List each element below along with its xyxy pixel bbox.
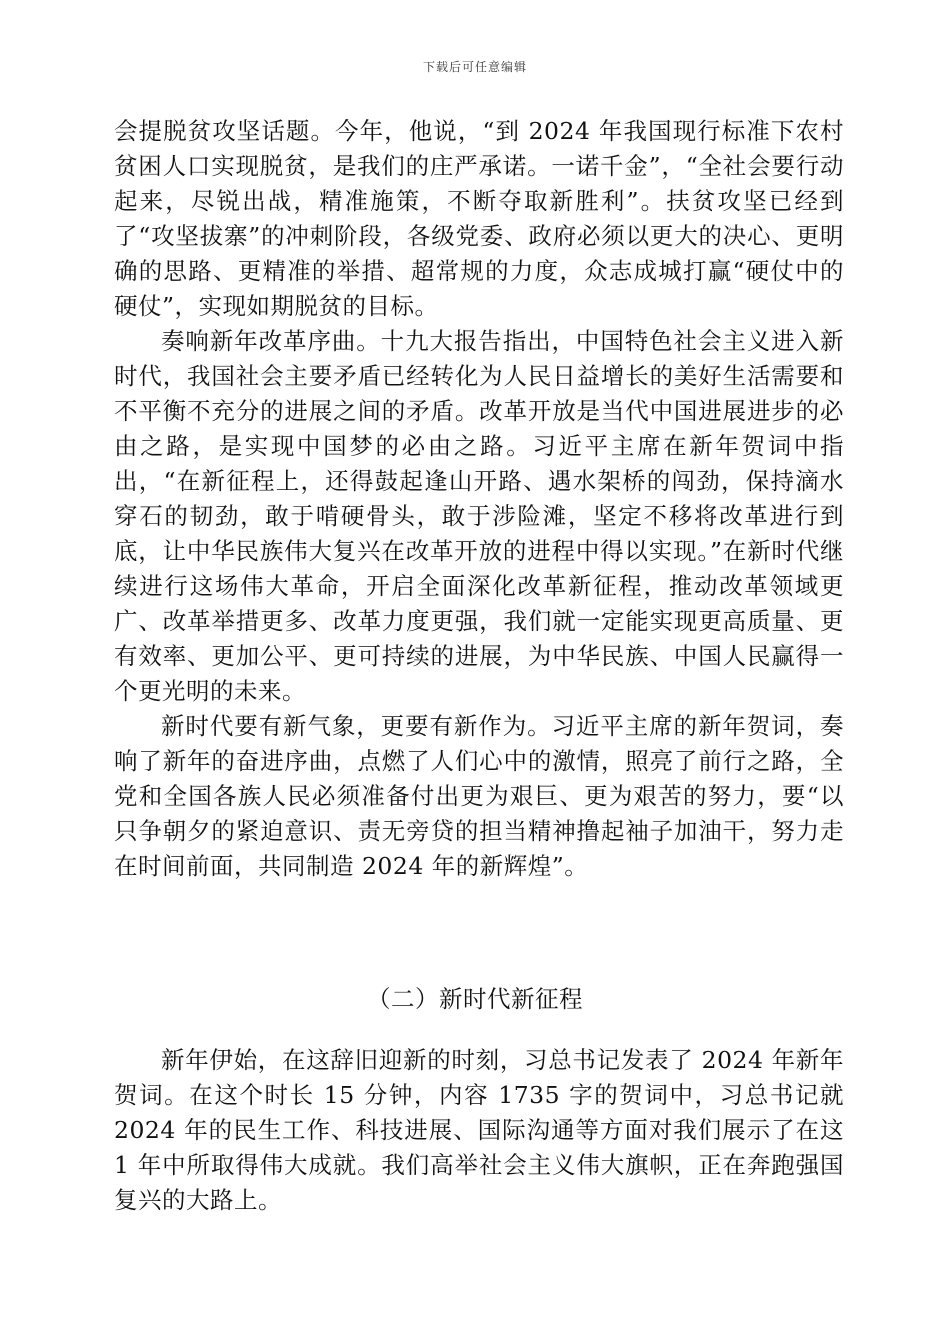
body-text-block-2 — [114, 1043, 844, 1218]
paragraph-reform: 奏响新年改革序曲。十九大报告指出，中国特色社会主义进入新时代，我国社会主要矛盾已经转化为人民日益增长的美好生活需要和不平衡不充分的进展之间的矛盾。改革开放是当代中国进展进步的必由之路，是实现中国梦的必由之路。习近平主席在新年贺词中指出，“在新征程上，还得鼓起逢山开路、遇水架桥的闯劲，保持滴水穿石的韧劲，敢于啃硬骨头，敢于涉险滩，坚定不移将改革进行到底，让中华民族伟大复兴在改革开放的进程中得以实现。”在新时代继续进行这场伟大革命，开启全面深化改革新征程，推动改革领域更广、改革举措更多、改革力度更强，我们就一定能实现更高质量、更有效率、更加公平、更可持续的进展，为中华民族、中国人民赢得一个更光明的未来。 — [114, 327, 844, 705]
paragraph-new-era: 新时代要有新气象，更要有新作为。习近平主席的新年贺词，奏响了新年的奋进序曲，点燃了人们心中的激情，照亮了前行之路，全党和全国各族人民必须准备付出更为艰巨、更为艰苦的努力，要“以只争朝夕的紧迫意识、责无旁贷的担当精神撸起袖子加油干，努力走在时间前面，共同制造 2024 年的新辉煌”。 — [114, 712, 844, 880]
body-text-block-1 — [114, 114, 844, 884]
page-header: 下载后可任意编辑 — [422, 60, 527, 74]
paragraph-new-year: 新年伊始，在这辞旧迎新的时刻，习总书记发表了 2024 年新年贺词。在这个时长 15 分钟，内容 1735 字的贺词中，习总书记就 2024 年的民生工作、科技进展、国际沟通等方面对我们展示了在这 1 年中所取得伟大成就。我们高举社会主义伟大旗帜，正在奔跑强国复兴的大路上。 — [114, 1046, 844, 1214]
section-heading: （二）新时代新征程 — [367, 985, 583, 1013]
paragraph-continued: 会提脱贫攻坚话题。今年，他说，“到 2024 年我国现行标准下农村贫困人口实现脱贫，是我们的庄严承诺。一诺千金”，“全社会要行动起来，尽锐出战，精准施策，不断夺取新胜利”。扶贫攻坚已经到了“攻坚拔寨”的冲刺阶段，各级党委、政府必须以更大的决心、更明确的思路、更精准的举措、超常规的力度，众志成城打赢“硬仗中的硬仗”，实现如期脱贫的目标。 — [114, 117, 844, 320]
